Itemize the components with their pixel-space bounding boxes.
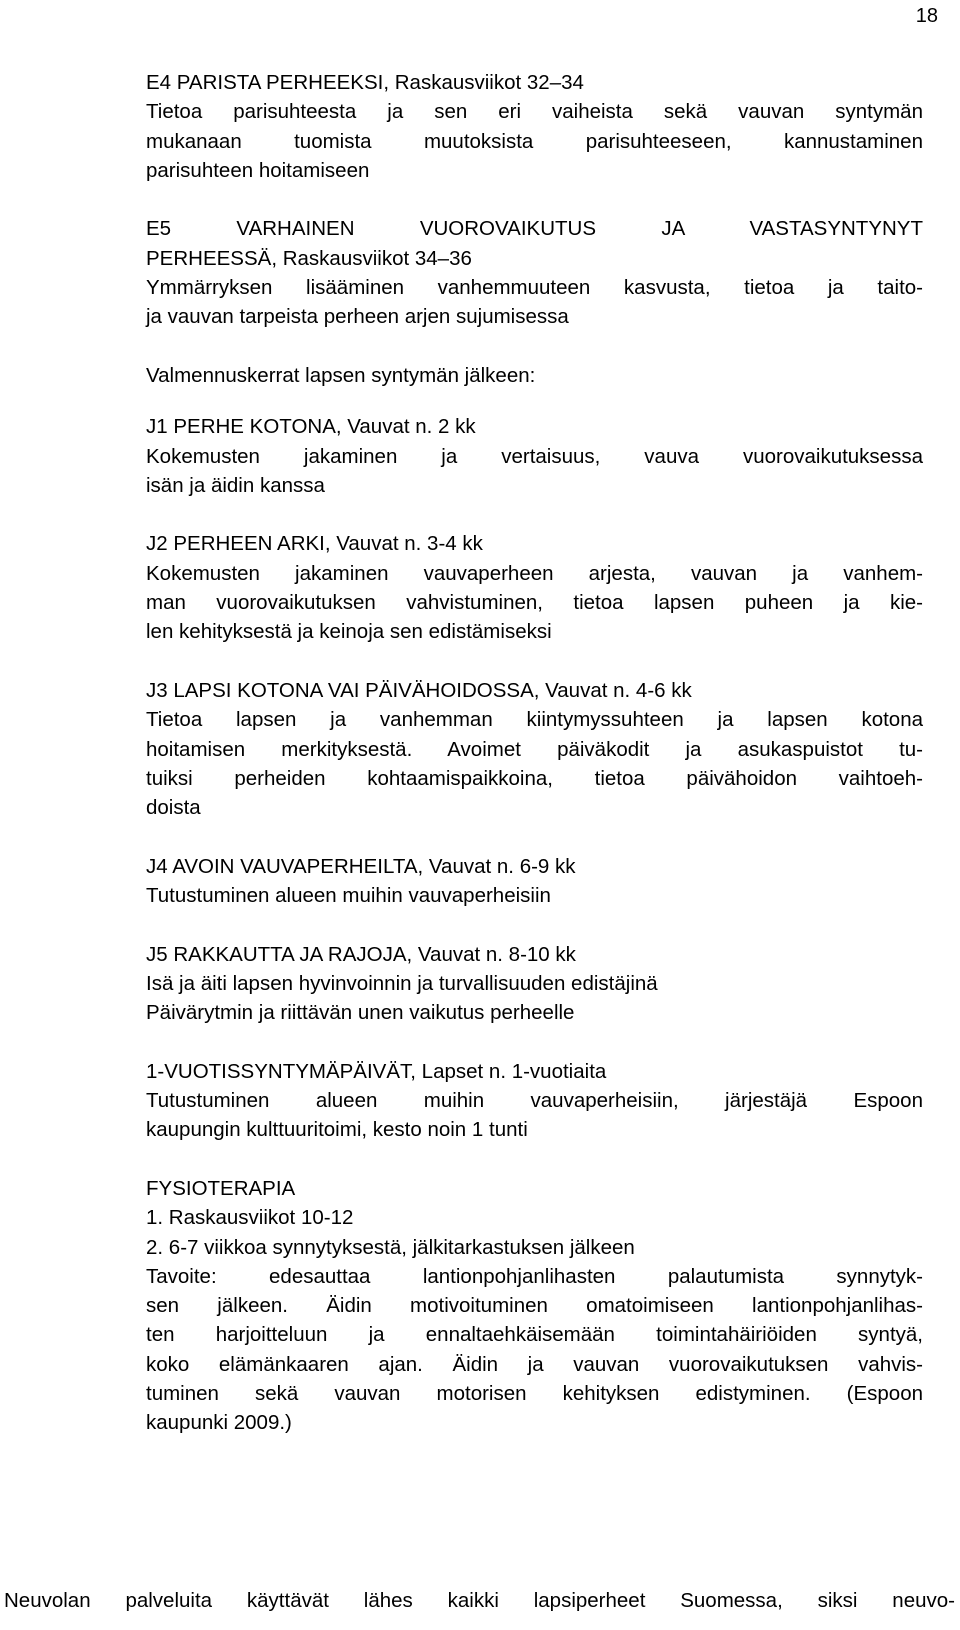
- text-line: kaupunki 2009.): [146, 1411, 292, 1435]
- section-j2: [146, 529, 923, 646]
- section-heading: 1-VUOTISSYNTYMÄPÄIVÄT, Lapset n. 1-vuotiaita: [146, 1059, 607, 1083]
- section-fysioterapia: [146, 1174, 923, 1438]
- text-line: tuminen sekä vauvan motorisen kehityksen edistyminen. (Espoon: [146, 1382, 923, 1406]
- section-j1: [146, 412, 923, 500]
- page-footer-text: Neuvolan palveluita käyttävät lähes kaikki lapsiperheet Suomessa, siksi neuvo-: [4, 1589, 955, 1612]
- section-gap: [146, 1028, 923, 1057]
- section-heading: E4 PARISTA PERHEEKSI, Raskausviikot 32–34: [146, 71, 584, 94]
- section-e5: [146, 214, 923, 331]
- section-heading: FYSIOTERAPIA: [146, 1176, 296, 1200]
- section-gap: [146, 910, 923, 939]
- document-body: [146, 68, 923, 1438]
- section-j5: [146, 940, 923, 1028]
- text-line: Isä ja äiti lapsen hyvinvoinnin ja turvallisuuden edistäjinä: [146, 971, 658, 995]
- text-line: Tietoa lapsen ja vanhemman kiintymyssuhteen ja lapsen kotona: [146, 708, 923, 732]
- text-line: tuiksi perheiden kohtaamispaikkoina, tietoa päivähoidon vaihtoeh-: [146, 766, 923, 790]
- text-line: Tutustuminen alueen muihin vauvaperheisiin, järjestäjä Espoon: [146, 1089, 923, 1113]
- section-heading: J3 LAPSI KOTONA VAI PÄIVÄHOIDOSSA, Vauvat n. 4-6 kk: [146, 678, 692, 702]
- section-one-year: [146, 1057, 923, 1145]
- section-e4: [146, 68, 923, 185]
- text-line: Kokemusten jakaminen ja vertaisuus, vauva vuorovaikutuksessa: [146, 444, 923, 468]
- text-line: Päivärytmin ja riittävän unen vaikutus perheelle: [146, 1001, 575, 1025]
- text-line: koko elämänkaaren ajan. Äidin ja vauvan vuorovaikutuksen vahvis-: [146, 1352, 923, 1376]
- section-gap: [146, 500, 923, 529]
- text-line: ja vauvan tarpeista perheen arjen sujumisessa: [146, 305, 569, 329]
- text-line: Tavoite: edesauttaa lantionpohjanlihasten palautumista synnytyk-: [146, 1264, 923, 1288]
- section-j4: [146, 852, 923, 911]
- section-valmennus-intro: [146, 361, 923, 390]
- text-line: ten harjoitteluun ja ennaltaehkäisemään toimintahäiriöiden syntyä,: [146, 1323, 923, 1347]
- text-line: Ymmärryksen lisääminen vanhemmuuteen kasvusta, tietoa ja taito-: [146, 276, 923, 300]
- section-j3: [146, 676, 923, 822]
- text-line: 2. 6-7 viikkoa synnytyksestä, jälkitarkastuksen jälkeen: [146, 1235, 635, 1259]
- section-heading: Valmennuskerrat lapsen syntymän jälkeen:: [146, 363, 536, 387]
- text-line: man vuorovaikutuksen vahvistuminen, tietoa lapsen puheen ja kie-: [146, 591, 923, 615]
- text-line: Tutustuminen alueen muihin vauvaperheisiin: [146, 884, 551, 908]
- text-line: isän ja äidin kanssa: [146, 473, 325, 497]
- text-line: len kehityksestä ja keinoja sen edistämiseksi: [146, 620, 552, 644]
- section-heading: J2 PERHEEN ARKI, Vauvat n. 3-4 kk: [146, 532, 483, 556]
- section-heading: E5 VARHAINEN VUOROVAIKUTUS JA VASTASYNTYNYT: [146, 217, 923, 241]
- text-line: parisuhteen hoitamiseen: [146, 158, 370, 182]
- text-line: mukanaan tuomista muutoksista parisuhteeseen, kannustaminen: [146, 129, 923, 153]
- section-heading: J1 PERHE KOTONA, Vauvat n. 2 kk: [146, 415, 476, 439]
- text-line: doista: [146, 796, 201, 820]
- section-gap: [146, 1145, 923, 1174]
- section-heading: J5 RAKKAUTTA JA RAJOJA, Vauvat n. 8-10 kk: [146, 942, 576, 966]
- text-line: Kokemusten jakaminen vauvaperheen arjesta, vauvan ja vanhem-: [146, 561, 923, 585]
- text-line: 1. Raskausviikot 10-12: [146, 1206, 354, 1230]
- section-gap: [146, 332, 923, 361]
- text-line: PERHEESSÄ, Raskausviikot 34–36: [146, 246, 472, 270]
- page-number: 18: [915, 5, 938, 27]
- section-gap: [146, 185, 923, 214]
- section-gap: [146, 390, 923, 412]
- section-gap: [146, 647, 923, 676]
- text-line: kaupungin kulttuuritoimi, kesto noin 1 tunti: [146, 1118, 528, 1142]
- section-heading: J4 AVOIN VAUVAPERHEILTA, Vauvat n. 6-9 kk: [146, 854, 576, 878]
- text-line: Tietoa parisuhteesta ja sen eri vaiheista sekä vauvan syntymän: [146, 100, 923, 124]
- section-gap: [146, 822, 923, 851]
- text-line: hoitamisen merkityksestä. Avoimet päiväkodit ja asukaspuistot tu-: [146, 737, 923, 761]
- text-line: sen jälkeen. Äidin motivoituminen omatoimiseen lantionpohjanlihas-: [146, 1294, 923, 1318]
